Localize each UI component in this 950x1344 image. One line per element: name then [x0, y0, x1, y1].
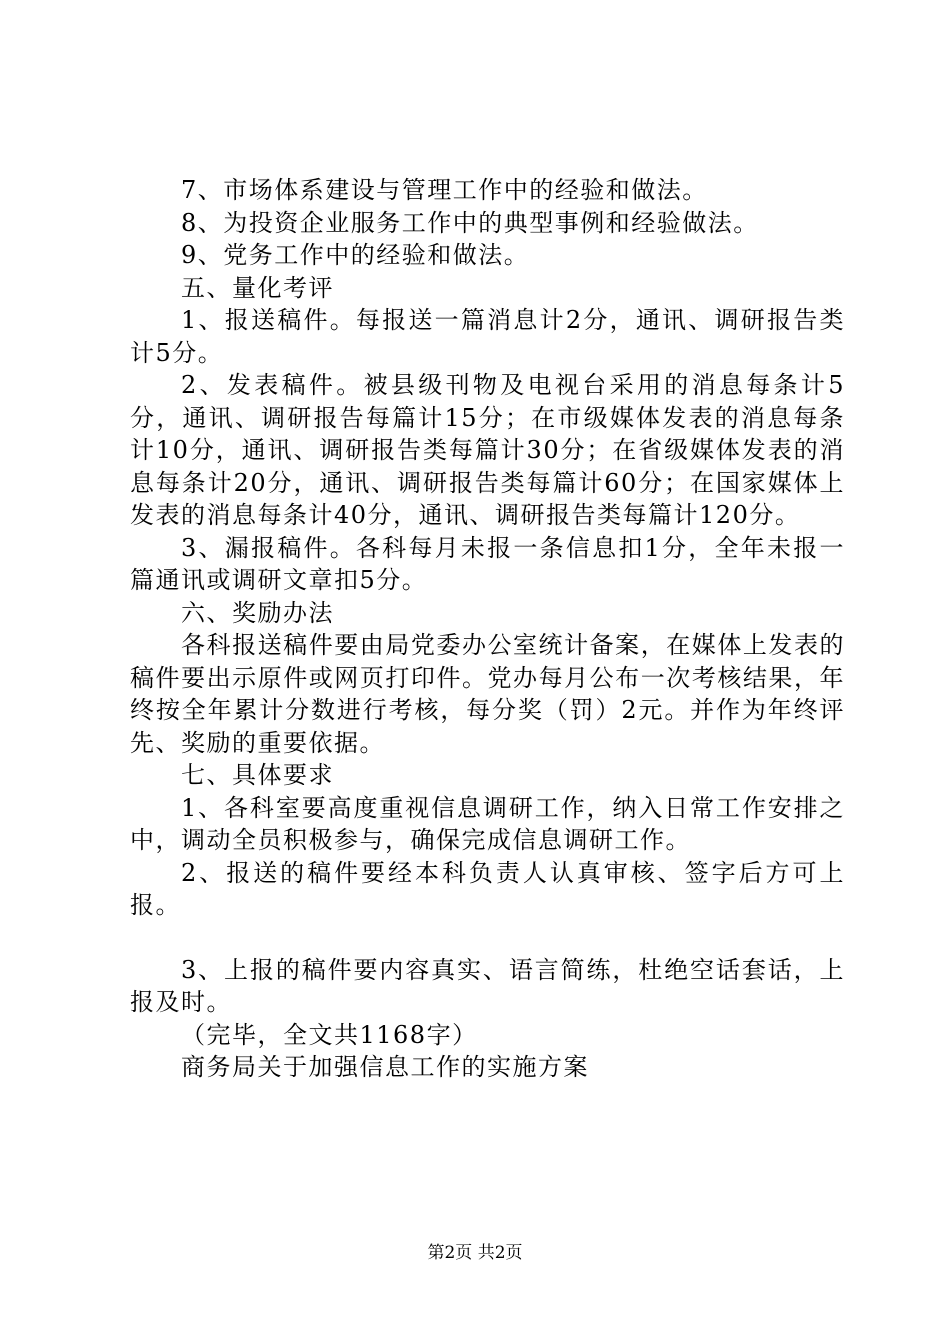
paragraph-requirement-3: 3、上报的稿件要内容真实、语言简练，杜绝空话套话，上报及时。	[130, 955, 845, 1016]
paragraph-word-count: （完毕，全文共1168字）	[181, 1020, 478, 1049]
paragraph-document-title: 商务局关于加强信息工作的实施方案	[181, 1053, 589, 1081]
page-number-label: 第2页 共2页	[427, 1243, 523, 1263]
paragraph-item-7: 7、市场体系建设与管理工作中的经验和做法。	[181, 176, 708, 204]
paragraph-item-9: 9、党务工作中的经验和做法。	[181, 241, 530, 269]
section-heading-5: 五、量化考评	[181, 273, 334, 302]
document-body	[130, 174, 845, 1084]
paragraph-requirement-2: 2、报送的稿件要经本科负责人认真审核、签字后方可上报。	[130, 858, 845, 919]
paragraph-missed-articles: 3、漏报稿件。各科每月未报一条信息扣1分，全年未报一篇通讯或调研文章扣5分。	[130, 533, 845, 594]
page-footer	[0, 1242, 950, 1264]
paragraph-item-8: 8、为投资企业服务工作中的典型事例和经验做法。	[181, 208, 759, 237]
paragraph-reward-method: 各科报送稿件要由局党委办公室统计备案，在媒体上发表的稿件要出示原件或网页打印件。党办每月公布一次考核结果，年终按全年累计分数进行考核，每分奖（罚）2元。并作为年终评先、奖励的重要依据。	[130, 631, 845, 757]
section-heading-6: 六、奖励办法	[181, 598, 334, 627]
paragraph-submit-articles: 1、报送稿件。每报送一篇消息计2分，通讯、调研报告类计5分。	[130, 306, 845, 367]
section-heading-7: 七、具体要求	[181, 761, 334, 789]
paragraph-requirement-1: 1、各科室要高度重视信息调研工作，纳入日常工作安排之中，调动全员积极参与，确保完成信息调研工作。	[130, 793, 845, 854]
paragraph-publish-articles: 2、发表稿件。被县级刊物及电视台采用的消息每条计5分，通讯、调研报告每篇计15分；在市级媒体发表的消息每条计10分，通讯、调研报告类每篇计30分；在省级媒体发表的消息每条计20分，通讯、调研报告类每篇计60分；在国家媒体上发表的消息每条计40分，通讯、调研报告类每篇计120分。	[130, 371, 845, 529]
